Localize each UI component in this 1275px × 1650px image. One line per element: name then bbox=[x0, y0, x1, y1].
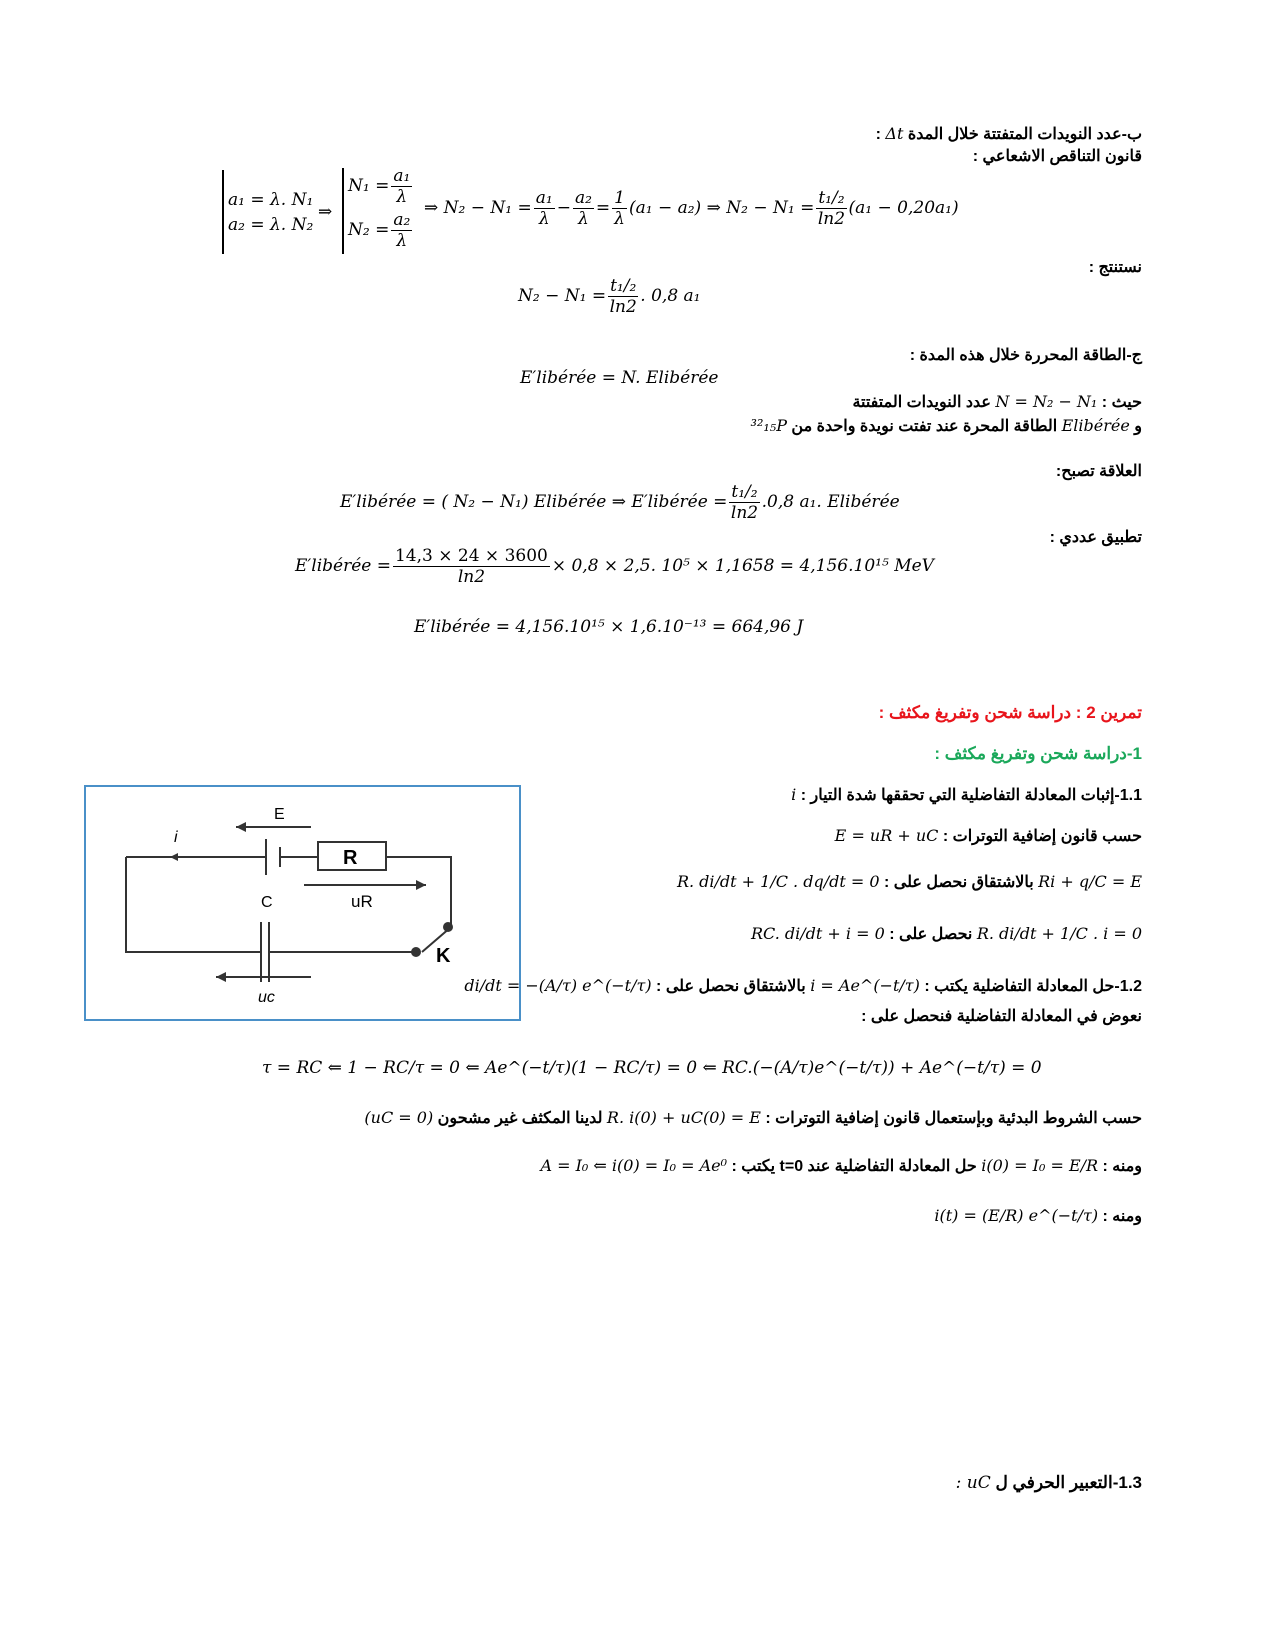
energy-eq: E′libérée = N. Elibérée bbox=[520, 368, 719, 388]
conclude-label: نستنتج : bbox=[1088, 259, 1142, 276]
q11-title: 1.1-إثبات المعادلة التفاضلية التي تحققها شدة التيار : i bbox=[791, 785, 1142, 804]
system-bar bbox=[222, 170, 224, 254]
label-E: E bbox=[274, 806, 285, 823]
exercise-2-title: تمرين 2 : دراسة شحن وتفريغ مكثف : bbox=[878, 703, 1142, 722]
becomes-label: العلاقة تصبح: bbox=[1055, 463, 1142, 480]
label-K: K bbox=[436, 945, 451, 967]
q11-line3: R. di/dt + 1/C . i = 0 نحصل على : RC. di/dt + i = 0 bbox=[750, 924, 1142, 943]
q11-line1: حسب قانون إضافية التوترات : E = uR + uC bbox=[834, 826, 1142, 845]
exercise-2-subtitle: 1-دراسة شحن وتفريغ مكثف : bbox=[934, 744, 1142, 763]
where-line-1: حيث : N = N₂ − N₁ عدد النويدات المتفتتة bbox=[852, 392, 1142, 411]
label-uc: uc bbox=[258, 989, 275, 1006]
energy-eq-5: E′libérée = 4,156.10¹⁵ × 1,6.10⁻¹³ = 664,96 J bbox=[414, 617, 804, 637]
where-line-2: و Elibérée الطاقة المحرة عند تفتت نويدة واحدة من ³²₁₅P bbox=[750, 416, 1142, 435]
q11-line2: Ri + q/C = E بالاشتقاق نحصل على : R. di/dt + 1/C . dq/dt = 0 bbox=[676, 872, 1142, 891]
part-c-title: ج-الطاقة المحررة خلال هذه المدة : bbox=[909, 347, 1142, 364]
label-i: i bbox=[174, 829, 178, 846]
tau-derivation: τ = RC ⇐ 1 − RC/τ = 0 ⇐ Ae^(−t/τ)(1 − RC/τ) = 0 ⇐ RC.(−(A/τ)e^(−t/τ)) + Ae^(−t/τ) = 0 bbox=[262, 1058, 1042, 1078]
numeric-label: تطبيق عددي : bbox=[1049, 529, 1142, 546]
initial-current: ومنه : i(0) = I₀ = E/R حل المعادلة التفاضلية عند t=0 يكتب : A = I₀ ⇐ i(0) = I₀ = Ae⁰ bbox=[540, 1156, 1142, 1175]
eq1-left2: a₂ = λ. N₂ bbox=[228, 215, 314, 235]
current-solution: ومنه : i(t) = (E/R) e^(−t/τ) bbox=[934, 1206, 1142, 1225]
q12-subst: نعوض في المعادلة التفاضلية فنحصل على : bbox=[861, 1008, 1142, 1025]
energy-eq-4: E′libérée = $\frac{14,3 \times 24 \times 3600}{\ln 2}$ × 0,8 × 2,5. 10⁵ × 1,1658 = 4,156.10¹⁵ MeV bbox=[295, 546, 934, 587]
system-bar bbox=[342, 168, 344, 254]
eq2: N₂ − N₁ = $\frac{\text{t₁/₂}}{\ln 2}$ . 0,8 a₁ bbox=[518, 276, 701, 317]
eq1-main: ⇒ N₂ − N₁ = $\frac{\text{a₁}}{\lambda}$ − $\frac{\text{a₂}}{\lambda}$ = $\frac{1}{\lambda}$ (a₁ − a₂) ⇒ N₂ − N₁ = $\frac{\text{t₁/₂}}{\ln 2}$ (a₁ − 0,20a₁) bbox=[424, 188, 959, 229]
q12-line1: 1.2-حل المعادلة التفاضلية يكتب : i = Ae^(−t/τ) بالاشتقاق نحصل على : di/dt = −(A/τ) e^(−t/τ) bbox=[464, 976, 1142, 995]
initial-conditions: حسب الشروط البدئية وبإستعمال قانون إضافية التوترات : R. i(0) + uC(0) = E لدينا المكثف غير مشحون (uC = 0) bbox=[364, 1108, 1142, 1127]
eq1-n2: N₂ = $\frac{\text{a₂}}{\lambda}$ bbox=[348, 210, 411, 251]
implies: ⇒ bbox=[318, 202, 333, 222]
energy-eq-3: E′libérée = ( N₂ − N₁) Elibérée ⇒ E′libérée = $\frac{\text{t₁/₂}}{\ln 2}$ .0,8 a₁. Elibérée bbox=[340, 482, 900, 523]
eq1-left1: a₁ = λ. N₁ bbox=[228, 190, 314, 210]
q13-title: 1.3-التعبير الحرفي ل uC : bbox=[955, 1473, 1142, 1493]
label-R: R bbox=[343, 847, 358, 869]
rc-circuit-diagram bbox=[84, 785, 521, 1021]
circuit-svg bbox=[86, 787, 519, 1019]
label-uR: uR bbox=[351, 892, 373, 911]
label-C: C bbox=[261, 894, 273, 911]
decay-law-label: قانون التناقص الاشعاعي : bbox=[972, 148, 1142, 165]
part-b-title: ب-عدد النويدات المتفتتة خلال المدة Δt : bbox=[875, 124, 1142, 143]
eq1-n1: N₁ = $\frac{\text{a₁}}{\lambda}$ bbox=[348, 166, 411, 207]
